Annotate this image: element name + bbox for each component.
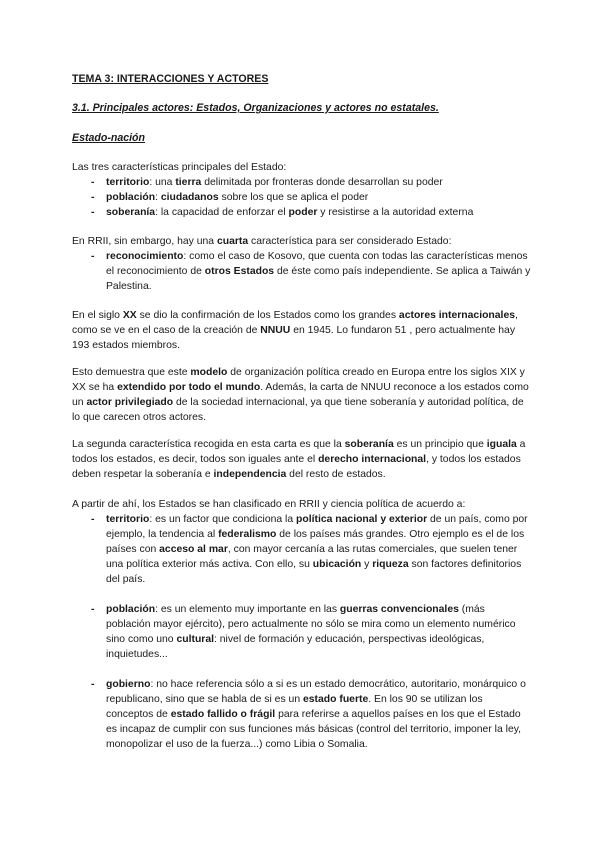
section-heading: 3.1. Principales actores: Estados, Organizaciones y actores no estatales. (72, 102, 439, 114)
list-item-gobierno: - gobierno: no hace referencia sólo a si es un estado democrático, autoritario, monárquico o republicano, sino que se habla de si es un estado fuerte. En los 90 se utilizan los conceptos de estado fallido o frágil para referirse a aquellos países en los que el Estado es incapaz de cumplir con sus funciones más básicas (control del territorio, imponer la ley, monopolizar el uso de la fuerza...) como Libia o Somalia. (72, 677, 532, 752)
page-title: TEMA 3: INTERACCIONES Y ACTORES (72, 73, 269, 85)
subsection-heading: Estado-nación (72, 132, 145, 144)
bullet-list (72, 512, 532, 752)
bullet-list (72, 175, 532, 220)
list-item: - población: ciudadanos sobre los que se aplica el poder (72, 190, 532, 205)
paragraph-characteristics (72, 160, 532, 220)
bullet-list (72, 249, 532, 294)
paragraph-model: Esto demuestra que este modelo de organización política creado en Europa entre los siglos XIX y XX se ha extendido por todo el mundo. Además, la carta de NNUU reconoce a los estados como un actor privilegiado de la sociedad internacional, ya que tiene soberanía y autoridad política, de lo que carecen otros actores. (72, 367, 529, 423)
paragraph-sovereignty: La segunda característica recogida en esta carta es que la soberanía es un principio que iguala a todos los estados, es decir, todos son iguales ante el derecho internacional, y todos los estados deben respetar la soberanía e independencia del resto de estados. (72, 439, 526, 480)
paragraph-intro: A partir de ahí, los Estados se han clasificado en RRII y ciencia política de acuerdo a: (72, 499, 466, 510)
paragraph-recognition (72, 234, 532, 294)
list-item: - reconocimiento: como el caso de Kosovo, que cuenta con todas las características menos el reconocimiento de otros Estados de éste como país independiente. Se aplica a Taiwán y Palestina. (72, 249, 532, 294)
list-item-poblacion: - población: es un elemento muy importante en las guerras convencionales (más población mayor ejército), pero actualmente no sólo se mira como un elemento numérico sino como uno cultural: nivel de formación y educación, perspectivas ideológicas, inquietudes... (72, 602, 532, 662)
paragraph-xx-century: En el siglo XX se dio la confirmación de los Estados como los grandes actores internacionales, como se ve en el caso de la creación de NNUU en 1945. Lo fundaron 51 , pero actualmente hay 193 estados miembros. (72, 310, 518, 351)
list-item: - territorio: una tierra delimitada por fronteras donde desarrollan su poder (72, 175, 532, 190)
paragraph-classification (72, 497, 532, 752)
paragraph-intro: Las tres características principales del Estado: (72, 162, 287, 173)
list-item-territorio: - territorio: es un factor que condiciona la política nacional y exterior de un país, como por ejemplo, la tendencia al federalismo de los países más grandes. Otro ejemplo es el de los países con acceso al mar, con mayor cercanía a las rutas comerciales, que suelen tener una política exterior más activa. Con ello, su ubicación y riqueza son factores definitorios del país. (72, 512, 532, 587)
paragraph-intro: En RRII, sin embargo, hay una cuarta característica para ser considerado Estado: (72, 236, 452, 247)
list-item: - soberanía: la capacidad de enforzar el poder y resistirse a la autoridad externa (72, 205, 532, 220)
